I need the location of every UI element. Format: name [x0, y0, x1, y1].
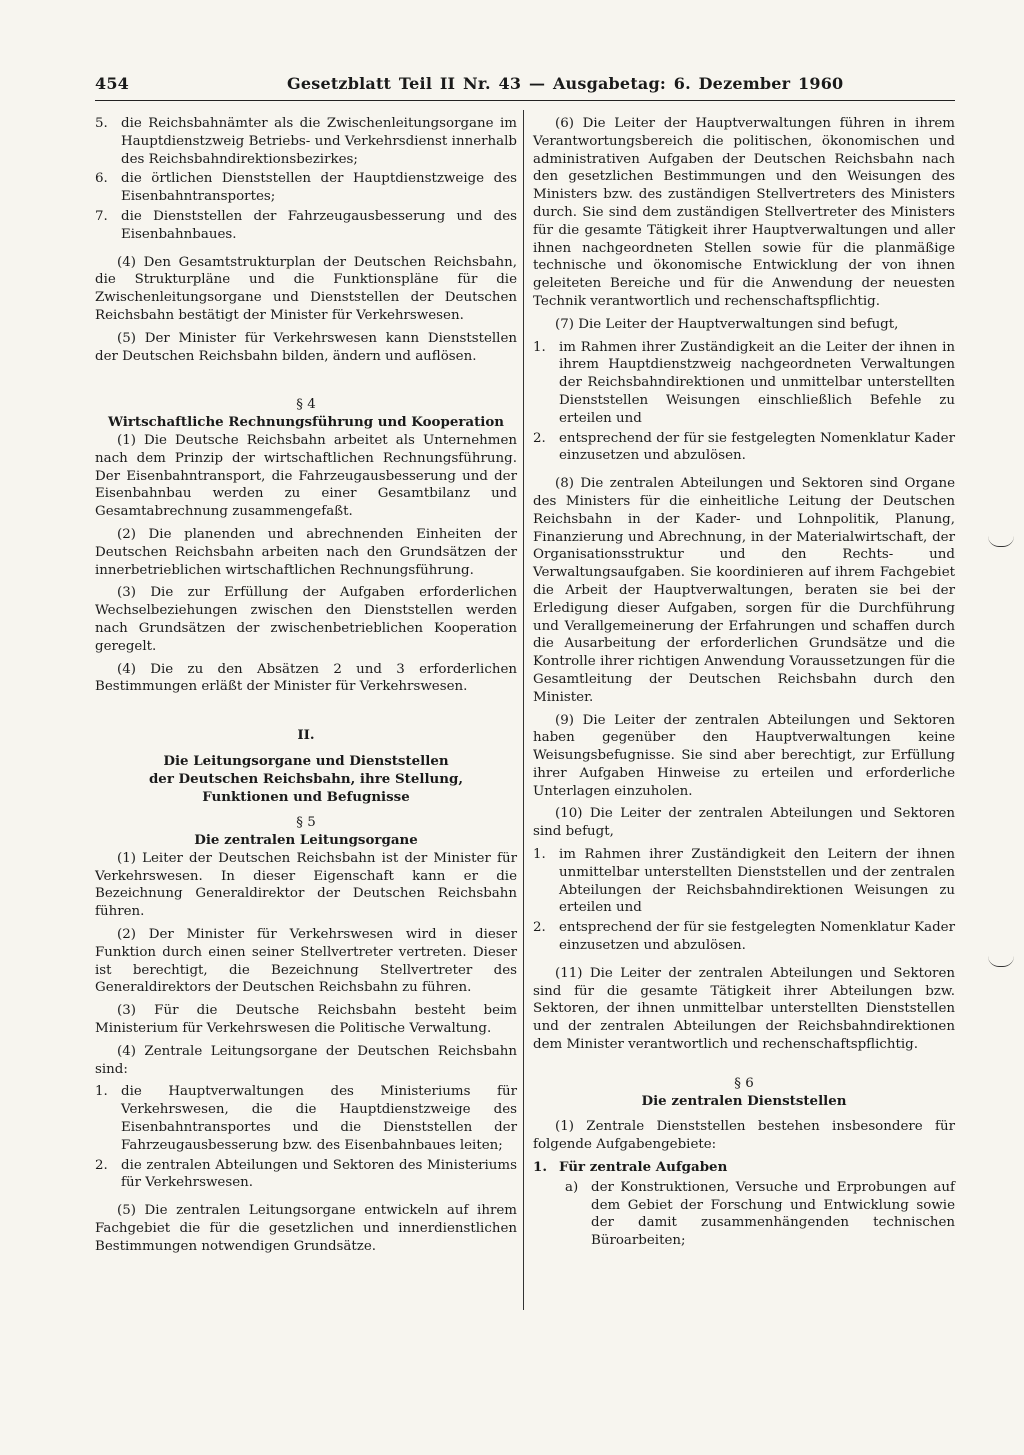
- paragraph: (4) Die zu den Absätzen 2 und 3 erforderlichen Bestimmungen erläßt der Minister für Verkehrswesen.: [95, 661, 517, 695]
- paragraph: (1) Die Deutsche Reichsbahn arbeitet als Unternehmen nach dem Prinzip der wirtschaftlichen Rechnungsführung. Der Eisenbahntransport, die Fahrzeugausbesserung und der Eisenbahnbau werden zu einer Gesamtbilanz und Gesamtabrechnung zusammengefaßt.: [95, 432, 517, 520]
- page-header: [95, 74, 955, 101]
- section-title: Wirtschaftliche Rechnungsführung und Kooperation: [107, 414, 505, 431]
- paragraph: (1) Leiter der Deutschen Reichsbahn ist der Minister für Verkehrswesen. In dieser Eigenschaft kann er die Bezeichnung Generaldirektor der Deutschen Reichsbahn führen.: [95, 850, 517, 920]
- part-title: der Deutschen Reichsbahn, ihre Stellung,: [148, 770, 464, 787]
- list-item: 1. die Hauptverwaltungen des Ministeriums für Verkehrswesen, die die Hauptdienstzweige des Eisenbahntransportes und die Dienststellen der Fahrzeugausbesserung bzw. des Eisenbahnbaues leiten;: [95, 1084, 517, 1153]
- paragraph: (6) Die Leiter der Hauptverwaltungen führen in ihrem Verantwortungsbereich die politischen, ökonomischen und administrativen Aufgaben der Deutschen Reichsbahn nach den gesetzlichen Bestimmungen und den Weisungen des Ministers bzw. des zuständigen Stellvertreters des Ministers durch. Sie sind dem zuständigen Stellvertreter des Ministers für die gesamte Tätigkeit ihrer Hauptverwaltungen und aller ihnen nachgeordneten Stellen sowie für die planmäßige technische und ökonomische Entwicklung der von ihnen geleiteten Bereiche und für die Anwendung der neuesten Technik verantwortlich und rechenschaftspflichtig.: [533, 116, 955, 309]
- section-number: § 6: [734, 1075, 754, 1091]
- margin-mark: [988, 956, 1014, 967]
- section-title: Die zentralen Leitungsorgane: [194, 832, 418, 849]
- list-heading: 1. Für zentrale Aufgaben: [533, 1159, 728, 1176]
- part-title: Funktionen und Befugnisse: [202, 788, 410, 805]
- list-item: 1. im Rahmen ihrer Zuständigkeit an die Leiter der ihnen in ihrem Hauptdienstzweig nachgeordneten Verwaltungen der Reichsbahndirektionen und unmittelbar unterstellten Dienststellen Weisungen einschließlich Befehle zu erteilen und: [533, 339, 955, 426]
- list-item: 2. entsprechend der für sie festgelegten Nomenklatur Kader einzusetzen und abzulösen.: [533, 920, 955, 954]
- list-item: 6. die örtlichen Dienststellen der Hauptdienstzweige des Eisenbahntransportes;: [95, 171, 517, 205]
- paragraph: (10) Die Leiter der zentralen Abteilungen und Sektoren sind befugt,: [533, 806, 955, 840]
- part-number: II.: [297, 727, 315, 744]
- column-divider: [523, 110, 524, 1310]
- list-item: 5. die Reichsbahnämter als die Zwischenleitungsorgane im Hauptdienstzweig Betriebs- und Verkehrsdienst innerhalb des Reichsbahndirektionsbezirkes;: [95, 116, 517, 167]
- left-column: [95, 115, 517, 1261]
- margin-mark: [988, 536, 1014, 547]
- paragraph: (11) Die Leiter der zentralen Abteilungen und Sektoren sind für die gesamte Tätigkeit ihrer Abteilungen bzw. Sektoren, der ihnen unmittelbar unterstellten Dienststellen und der zentralen Abteilungen der Reichsbahndirektionen dem Minister verantwortlich und rechenschaftspflichtig.: [533, 965, 955, 1053]
- paragraph: (8) Die zentralen Abteilungen und Sektoren sind Organe des Ministers für die einheitliche Leitung der Deutschen Reichsbahn in der Kader- und Lohnpolitik, Planung, Finanzierung und Abrechnung, in der Materialwirtschaft, der Organisationsstruktur und den Rechts- und Verwaltungsaufgaben. Sie koordinieren auf ihrem Fachgebiet die Arbeit der Hauptverwaltungen, beraten sie bei der Erledigung dieser Aufgaben, sorgen für die Durchführung und Verallgemeinerung der Erfahrungen und schaffen durch die Ausarbeitung der erforderlichen Grundsätze und die Kontrolle ihrer richtigen Anwendung Voraussetzungen für die Gesamtleitung der Deutschen Reichsbahn durch den Minister.: [533, 476, 955, 705]
- sub-list-item: a) der Konstruktionen, Versuche und Erprobungen auf dem Gebiet der Forschung und Entwicklung sowie der damit zusammenhängenden technischen Büroarbeiten;: [565, 1179, 955, 1249]
- paragraph: (2) Der Minister für Verkehrswesen wird in dieser Funktion durch einen seiner Stellvertreter vertreten. Dieser ist berechtigt, die Bezeichnung Stellvertreter des Generaldirektors der Deutschen Reichsbahn zu führen.: [95, 927, 517, 996]
- section-title: Die zentralen Dienststellen: [641, 1092, 847, 1109]
- list-item: 2. entsprechend der für sie festgelegten Nomenklatur Kader einzusetzen und abzulösen.: [533, 430, 955, 464]
- running-title: Gesetzblatt Teil II Nr. 43 — Ausgabetag: 6. Dezember 1960: [287, 74, 844, 93]
- right-column: [533, 115, 955, 1252]
- paragraph: (9) Die Leiter der zentralen Abteilungen und Sektoren haben gegenüber den Hauptverwaltungen keine Weisungsbefugnisse. Sie sind aber berechtigt, zur Erfüllung ihrer Aufgaben Hinweise zu erteilen und erforderliche Unterlagen einzuholen.: [533, 712, 955, 799]
- paragraph: (7) Die Leiter der Hauptverwaltungen sind befugt,: [555, 316, 899, 332]
- paragraph: (3) Die zur Erfüllung der Aufgaben erforderlichen Wechselbeziehungen zwischen den Dienststellen werden nach Grundsätzen der zwischenbetrieblichen Kooperation geregelt.: [95, 585, 517, 654]
- page-number: 454: [95, 74, 129, 93]
- paragraph: (3) Für die Deutsche Reichsbahn besteht beim Ministerium für Verkehrswesen die Politische Verwaltung.: [95, 1003, 517, 1037]
- paragraph: (5) Die zentralen Leitungsorgane entwickeln auf ihrem Fachgebiet die für die gesetzlichen und innerdienstlichen Bestimmungen notwendigen Grundsätze.: [95, 1203, 517, 1254]
- paragraph: (2) Die planenden und abrechnenden Einheiten der Deutschen Reichsbahn arbeiten nach den Grundsätzen der innerbetrieblichen wirtschaftlichen Rechnungsführung.: [95, 526, 517, 578]
- list-item: 1. im Rahmen ihrer Zuständigkeit den Leitern der ihnen unmittelbar unterstellten Dienststellen und der zentralen Abteilungen der Reichsbahndirektionen Weisungen zu erteilen und: [533, 847, 955, 916]
- paragraph: (1) Zentrale Dienststellen bestehen insbesondere für folgende Aufgabengebiete:: [533, 1119, 955, 1153]
- list-item: 2. die zentralen Abteilungen und Sektoren des Ministeriums für Verkehrswesen.: [95, 1157, 517, 1191]
- paragraph: (4) Den Gesamtstrukturplan der Deutschen Reichsbahn, die Strukturpläne und die Funktionspläne für die Zwischenleitungsorgane und Dienststellen der Deutschen Reichsbahn bestätigt der Minister für Verkehrswesen.: [95, 254, 517, 323]
- section-number: § 4: [296, 397, 316, 413]
- section-number: § 5: [296, 815, 316, 831]
- list-item: 7. die Dienststellen der Fahrzeugausbesserung und des Eisenbahnbaues.: [95, 208, 517, 242]
- part-title: Die Leitungsorgane und Dienststellen: [163, 752, 449, 769]
- paragraph: (5) Der Minister für Verkehrswesen kann Dienststellen der Deutschen Reichsbahn bilden, ändern und auflösen.: [95, 330, 517, 364]
- paragraph: (4) Zentrale Leitungsorgane der Deutschen Reichsbahn sind:: [95, 1043, 517, 1077]
